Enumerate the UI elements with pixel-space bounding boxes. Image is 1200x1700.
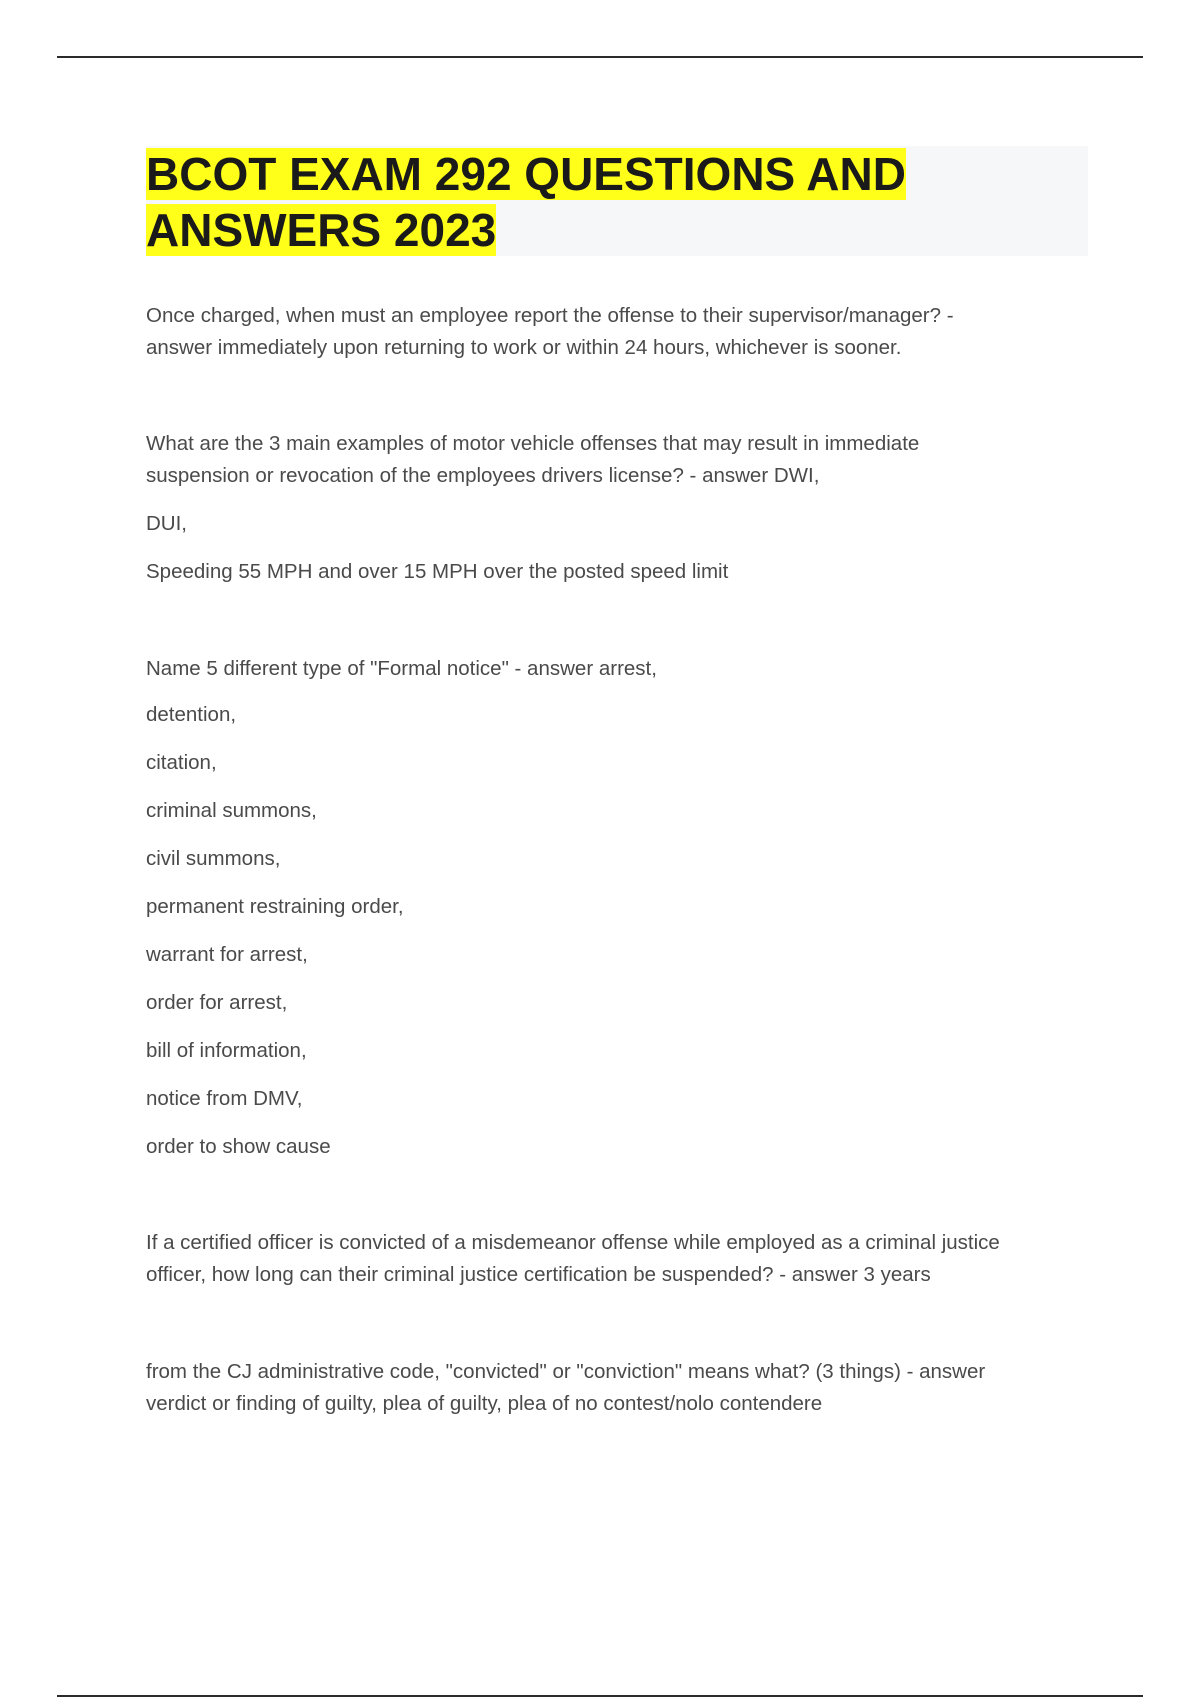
page-title [146,146,1088,258]
question-2-line-1: What are the 3 main examples of motor vehicle offenses that may result in immediate [146,432,920,455]
answer-item: warrant for arrest, [146,943,308,966]
question-4-line-1: If a certified officer is convicted of a misdemeanor offense while employed as a criminal justice [146,1231,1000,1254]
question-2 [146,428,1088,588]
answer-item: citation, [146,751,217,774]
answer-item: order for arrest, [146,991,288,1014]
answer-item: DUI, [146,512,187,535]
question-1-line-1: Once charged, when must an employee report the offense to their supervisor/manager? - [146,304,954,327]
question-2-line-2: suspension or revocation of the employees drivers license? - answer DWI, [146,464,820,487]
top-rule [57,56,1143,58]
question-3 [146,653,1088,1163]
title-block [146,146,1088,256]
question-5-line-1: from the CJ administrative code, "convicted" or "conviction" means what? (3 things) - answer [146,1360,986,1383]
answer-item: Speeding 55 MPH and over 15 MPH over the posted speed limit [146,560,729,583]
answer-item: notice from DMV, [146,1087,303,1110]
answer-item: order to show cause [146,1135,331,1158]
question-4 [146,1227,1088,1291]
question-3-line-1: Name 5 different type of "Formal notice" - answer arrest, [146,657,657,680]
title-line-2: ANSWERS 2023 [146,204,497,256]
answer-item: criminal summons, [146,799,317,822]
document-body [146,300,1088,1420]
question-5 [146,1356,1088,1420]
title-line-1: BCOT EXAM 292 QUESTIONS AND [146,148,906,200]
question-1-line-2: answer immediately upon returning to work or within 24 hours, whichever is sooner. [146,336,902,359]
question-4-line-2: officer, how long can their criminal justice certification be suspended? - answer 3 years [146,1263,931,1286]
bottom-rule [57,1695,1143,1697]
answer-item: civil summons, [146,847,281,870]
answer-item: detention, [146,703,237,726]
answer-item: permanent restraining order, [146,895,404,918]
answer-item: bill of information, [146,1039,307,1062]
question-1 [146,300,1088,364]
question-5-line-2: verdict or finding of guilty, plea of guilty, plea of no contest/nolo contendere [146,1392,823,1415]
